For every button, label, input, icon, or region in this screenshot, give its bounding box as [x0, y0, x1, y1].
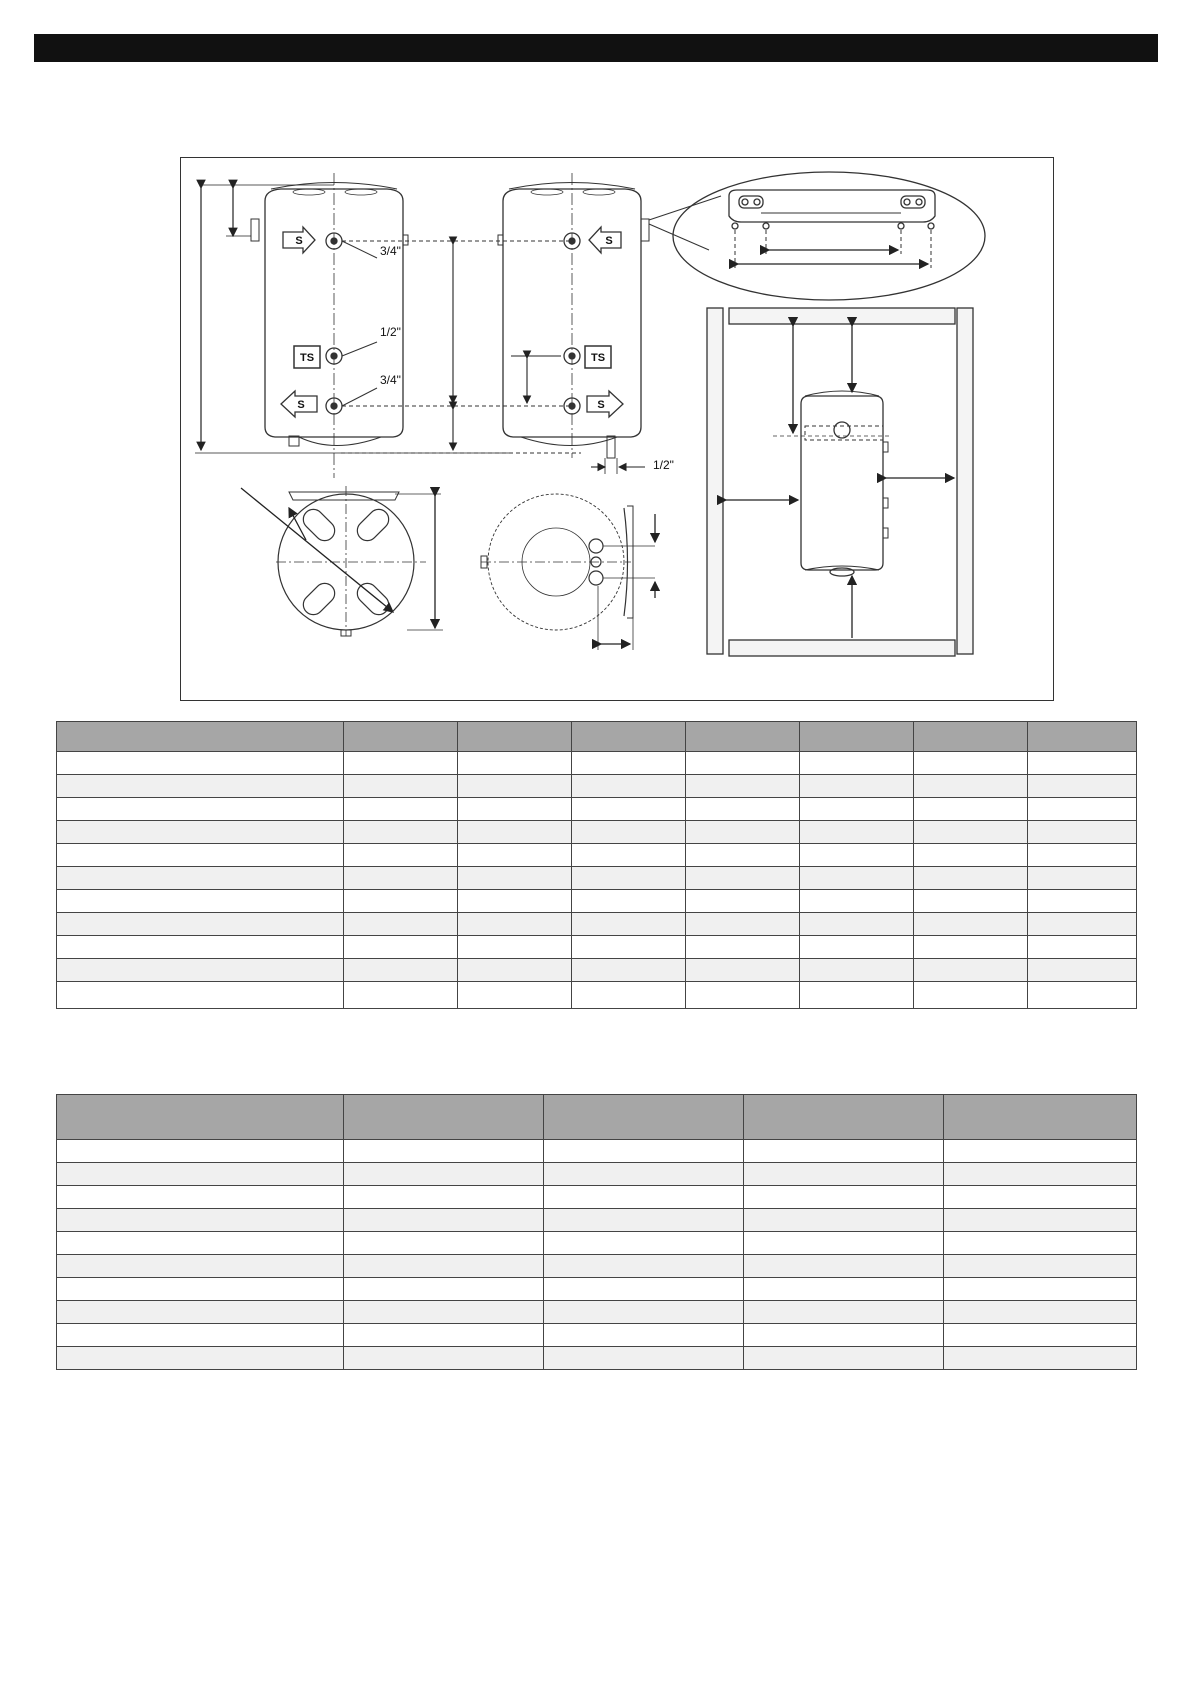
table-row	[57, 752, 1137, 775]
connection-size-label: 3/4"	[380, 244, 401, 258]
table-cell	[686, 775, 800, 798]
table-cell	[686, 752, 800, 775]
table-cell	[344, 1324, 544, 1347]
table-cell	[458, 982, 572, 1009]
table-cell	[458, 775, 572, 798]
table-cell	[57, 798, 344, 821]
connection-size-label: 1/2"	[653, 458, 674, 472]
table-cell	[57, 1301, 344, 1324]
table-cell	[344, 821, 458, 844]
s-label: S	[295, 235, 303, 247]
header-cell	[344, 722, 458, 752]
table-cell	[544, 1209, 744, 1232]
table-cell	[914, 821, 1028, 844]
table-cell	[1028, 867, 1137, 890]
table-cell	[57, 844, 344, 867]
header-cell	[344, 1095, 544, 1140]
table-cell	[57, 752, 344, 775]
s-label: S	[297, 399, 305, 411]
table-row	[57, 913, 1137, 936]
table-cell	[344, 936, 458, 959]
table-cell	[544, 1186, 744, 1209]
table-cell	[944, 1186, 1137, 1209]
table-cell	[686, 936, 800, 959]
table-cell	[458, 959, 572, 982]
header-cell	[944, 1095, 1137, 1140]
table-cell	[57, 936, 344, 959]
table-cell	[800, 798, 914, 821]
table-row	[57, 867, 1137, 890]
table-cell	[344, 913, 458, 936]
table-cell	[57, 1324, 344, 1347]
table-cell	[57, 821, 344, 844]
table-cell	[686, 913, 800, 936]
table-cell	[1028, 775, 1137, 798]
table-cell	[57, 982, 344, 1009]
table-cell	[744, 1324, 944, 1347]
table-cell	[800, 936, 914, 959]
table-cell	[344, 1278, 544, 1301]
header-cell	[744, 1095, 944, 1140]
table-cell	[744, 1163, 944, 1186]
header-cell	[57, 1095, 344, 1140]
table-cell	[344, 1140, 544, 1163]
table-cell	[572, 844, 686, 867]
header-cell	[800, 722, 914, 752]
table-cell	[914, 752, 1028, 775]
table-cell	[944, 1278, 1137, 1301]
dimension-drawing	[180, 157, 1054, 701]
table-cell	[914, 913, 1028, 936]
table-cell	[1028, 844, 1137, 867]
table-cell	[458, 798, 572, 821]
table-cell	[544, 1232, 744, 1255]
table-header-row	[57, 722, 1137, 752]
table-cell	[572, 867, 686, 890]
header-cell	[686, 722, 800, 752]
table-cell	[800, 752, 914, 775]
table-cell	[914, 844, 1028, 867]
table-cell	[944, 1324, 1137, 1347]
table-cell	[914, 798, 1028, 821]
table-cell	[458, 752, 572, 775]
table-cell	[57, 1255, 344, 1278]
table-cell	[572, 752, 686, 775]
spec-table-1	[56, 721, 1137, 1009]
table-cell	[914, 890, 1028, 913]
table-cell	[686, 867, 800, 890]
bracket-detail	[649, 172, 985, 300]
connection-size-label: 3/4"	[380, 373, 401, 387]
table-row	[57, 1301, 1137, 1324]
table-cell	[744, 1255, 944, 1278]
table-cell	[57, 1186, 344, 1209]
table-cell	[944, 1301, 1137, 1324]
top-view-right	[481, 494, 655, 650]
header-cell	[544, 1095, 744, 1140]
table-cell	[572, 775, 686, 798]
table-cell	[800, 982, 914, 1009]
table-cell	[800, 844, 914, 867]
table-cell	[572, 982, 686, 1009]
table-row	[57, 844, 1137, 867]
table-cell	[57, 1278, 344, 1301]
table-cell	[57, 890, 344, 913]
table-cell	[458, 821, 572, 844]
table-row	[57, 1324, 1137, 1347]
table-cell	[744, 1232, 944, 1255]
header-cell	[914, 722, 1028, 752]
table-cell	[57, 1209, 344, 1232]
front-view-left-labels	[295, 235, 401, 411]
table-cell	[944, 1163, 1137, 1186]
table-cell	[344, 798, 458, 821]
header-cell	[57, 722, 344, 752]
table-cell	[57, 867, 344, 890]
clearance-view	[707, 308, 973, 656]
table-cell	[944, 1255, 1137, 1278]
table-cell	[344, 1347, 544, 1370]
table-cell	[57, 1140, 344, 1163]
height-dimensions	[195, 185, 511, 453]
table-row	[57, 1347, 1137, 1370]
table-cell	[344, 775, 458, 798]
table-cell	[344, 1255, 544, 1278]
table-cell	[744, 1278, 944, 1301]
table-cell	[1028, 821, 1137, 844]
table-cell	[572, 890, 686, 913]
table-cell	[344, 1163, 544, 1186]
header-bar	[34, 34, 1158, 62]
table-cell	[944, 1347, 1137, 1370]
table-cell	[57, 1163, 344, 1186]
table-cell	[914, 936, 1028, 959]
table-cell	[1028, 798, 1137, 821]
table-cell	[914, 867, 1028, 890]
table-cell	[458, 867, 572, 890]
table-cell	[458, 936, 572, 959]
table-row	[57, 775, 1137, 798]
table-cell	[344, 1209, 544, 1232]
table-cell	[744, 1209, 944, 1232]
table-cell	[544, 1347, 744, 1370]
table-cell	[544, 1324, 744, 1347]
table-cell	[944, 1232, 1137, 1255]
table-cell	[914, 959, 1028, 982]
table-cell	[572, 936, 686, 959]
table-row	[57, 890, 1137, 913]
table-row	[57, 959, 1137, 982]
table-cell	[744, 1347, 944, 1370]
connection-size-label: 1/2"	[380, 325, 401, 339]
table-row	[57, 1163, 1137, 1186]
header-cell	[458, 722, 572, 752]
table-cell	[1028, 913, 1137, 936]
table-cell	[344, 867, 458, 890]
table-header-row	[57, 1095, 1137, 1140]
table-cell	[572, 959, 686, 982]
s-label: S	[605, 235, 613, 247]
table-row	[57, 1278, 1137, 1301]
table-cell	[544, 1255, 744, 1278]
ts-label: TS	[299, 352, 315, 364]
table-cell	[800, 867, 914, 890]
table-row	[57, 821, 1137, 844]
table-cell	[344, 1301, 544, 1324]
table-cell	[800, 775, 914, 798]
table-cell	[1028, 936, 1137, 959]
table-row	[57, 982, 1137, 1009]
table-cell	[800, 821, 914, 844]
table-cell	[344, 959, 458, 982]
table-row	[57, 1140, 1137, 1163]
table-cell	[572, 798, 686, 821]
table-cell	[57, 1232, 344, 1255]
table-cell	[344, 890, 458, 913]
table-row	[57, 1255, 1137, 1278]
header-cell	[1028, 722, 1137, 752]
table-cell	[572, 821, 686, 844]
table-row	[57, 798, 1137, 821]
table-cell	[344, 752, 458, 775]
table-cell	[544, 1301, 744, 1324]
table-cell	[686, 821, 800, 844]
table-cell	[744, 1301, 944, 1324]
table-cell	[686, 798, 800, 821]
table-cell	[914, 982, 1028, 1009]
table-cell	[800, 913, 914, 936]
table-cell	[458, 913, 572, 936]
table-cell	[800, 890, 914, 913]
table-cell	[1028, 959, 1137, 982]
table-cell	[544, 1140, 744, 1163]
table-cell	[914, 775, 1028, 798]
table-cell	[544, 1163, 744, 1186]
spec-table-2	[56, 1094, 1137, 1370]
table-cell	[686, 982, 800, 1009]
table-cell	[57, 913, 344, 936]
table-cell	[744, 1140, 944, 1163]
table-cell	[57, 1347, 344, 1370]
table-row	[57, 1186, 1137, 1209]
table-cell	[344, 1186, 544, 1209]
table-cell	[57, 959, 344, 982]
table-cell	[458, 844, 572, 867]
table-row	[57, 1232, 1137, 1255]
table-cell	[744, 1186, 944, 1209]
table-cell	[686, 959, 800, 982]
table-cell	[1028, 982, 1137, 1009]
table-cell	[572, 913, 686, 936]
table-cell	[1028, 752, 1137, 775]
table-cell	[344, 982, 458, 1009]
table-cell	[458, 890, 572, 913]
table-cell	[344, 844, 458, 867]
s-label: S	[597, 399, 605, 411]
table-cell	[344, 1232, 544, 1255]
table-cell	[800, 959, 914, 982]
front-view-right	[498, 173, 649, 458]
table-row	[57, 936, 1137, 959]
table-cell	[544, 1278, 744, 1301]
table-cell	[686, 844, 800, 867]
top-view-left	[276, 486, 443, 636]
table-cell	[686, 890, 800, 913]
header-cell	[572, 722, 686, 752]
table-cell	[944, 1140, 1137, 1163]
ts-label: TS	[590, 352, 606, 364]
table-cell	[944, 1209, 1137, 1232]
table-cell	[57, 775, 344, 798]
table-cell	[1028, 890, 1137, 913]
table-row	[57, 1209, 1137, 1232]
